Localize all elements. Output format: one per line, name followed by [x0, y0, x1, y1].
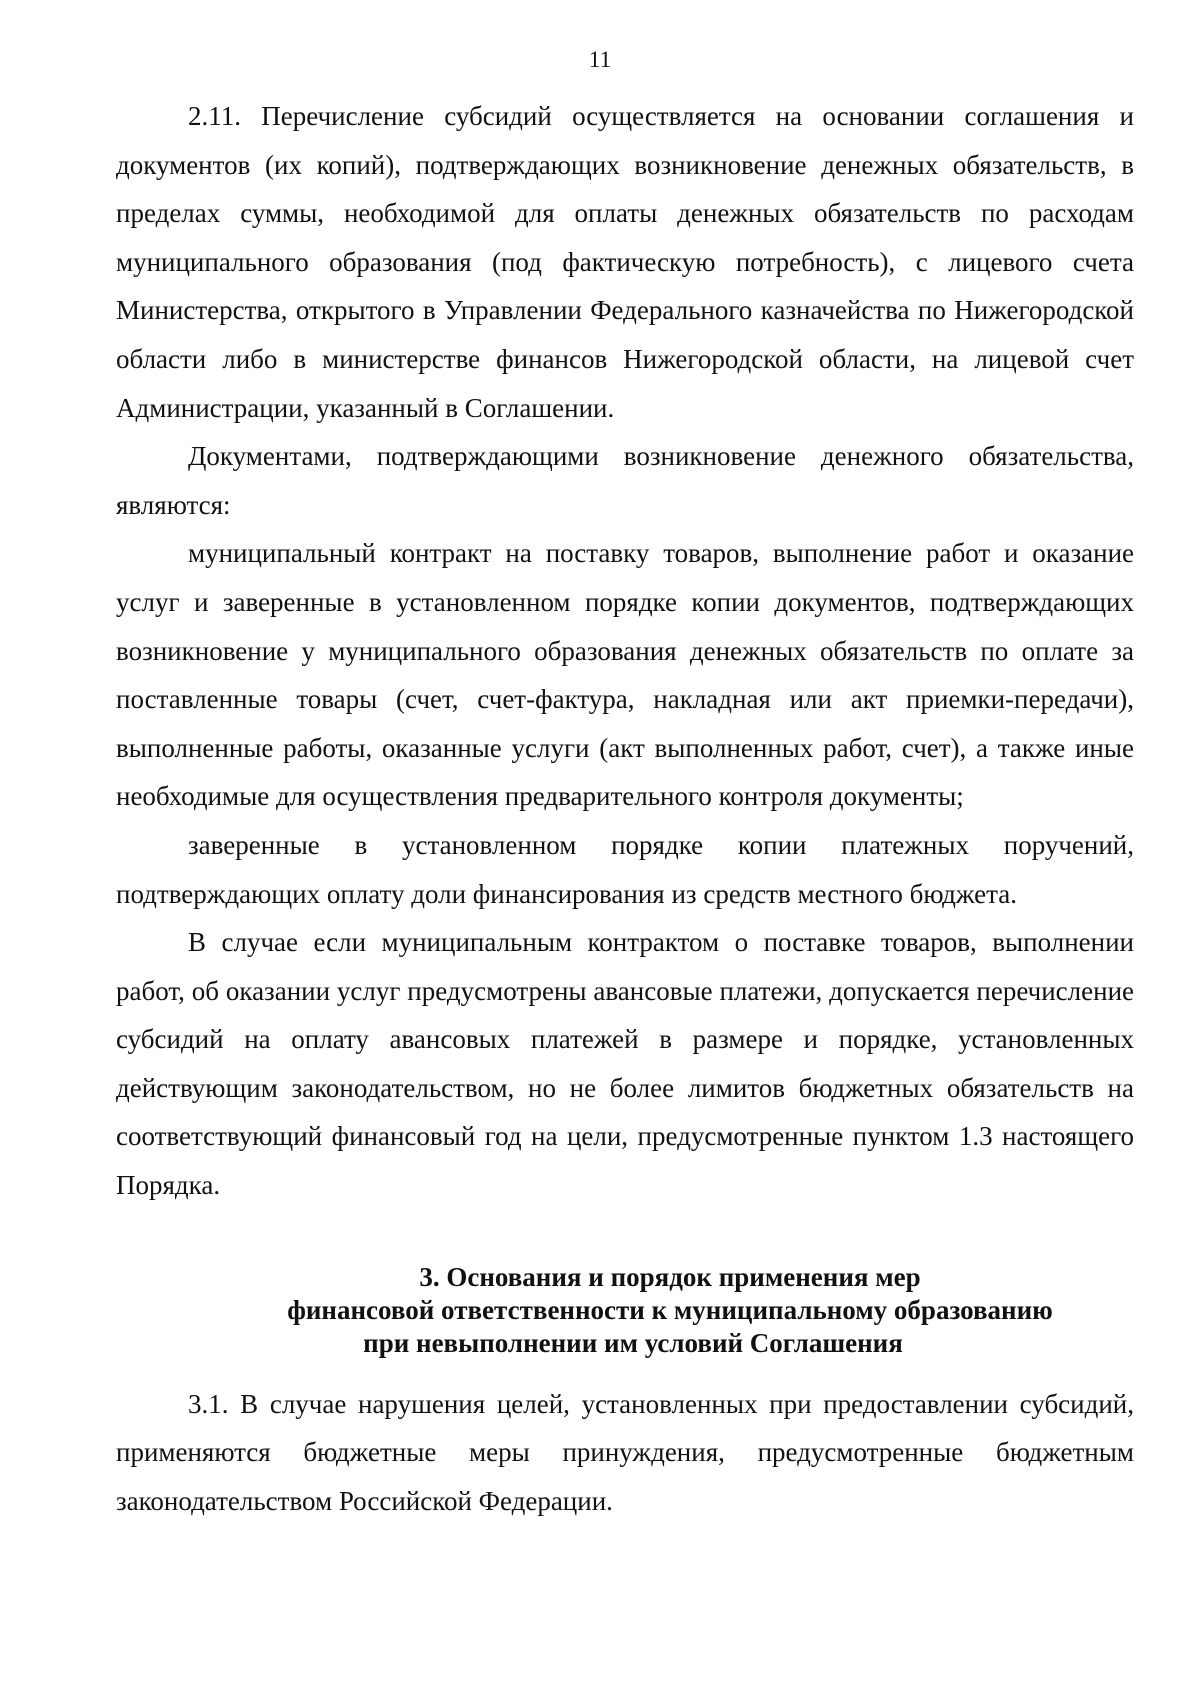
- paragraph-payment-orders: заверенные в установленном порядке копии платежных поручений, подтверждающих оплату доли финансирования из средств местного бюджета.: [116, 829, 1134, 909]
- paragraph-3-1: 3.1. В случае нарушения целей, установленных при предоставлении субсидий, применяются бюджетные меры принуждения, предусмотренные бюджетным законодательством Российской Федерации.: [116, 1388, 1134, 1516]
- document-body: [116, 92, 1134, 1525]
- section-3-heading-line-1: 3. Основания и порядок применения мер: [419, 1261, 921, 1292]
- paragraph-2-11: 2.11. Перечисление субсидий осуществляется на основании соглашения и документов (их копий), подтверждающих возникновение денежных обязательств, в пределах суммы, необходимой для оплаты денежных обязательств по расходам муниципального образования (под фактическую потребность), с лицевого счета Министерства, открытого в Управлении Федерального казначейства по Нижегородской области либо в министерстве финансов Нижегородской области, на лицевой счет Администрации, указанный в Соглашении.: [116, 101, 1134, 423]
- section-3-heading-line-3: при невыполнении им условий Соглашения: [363, 1327, 903, 1358]
- section-3-heading: [116, 1261, 1134, 1380]
- paragraph-documents-intro: Документами, подтверждающими возникновение денежного обязательства, являются:: [116, 441, 1134, 520]
- section-3-heading-line-2: финансовой ответственности к муниципальному образованию: [287, 1294, 1053, 1325]
- paragraph-advance-payments: В случае если муниципальным контрактом о поставке товаров, выполнении работ, об оказании услуг предусмотрены авансовые платежи, допускается перечисление субсидий на оплату авансовых платежей в размере и порядке, установленных действующим законодательством, но не более лимитов бюджетных обязательств на соответствующий финансовый год на цели, предусмотренные пунктом 1.3 настоящего Порядка.: [116, 927, 1134, 1201]
- page-number: 11: [588, 47, 612, 72]
- paragraph-municipal-contract: муниципальный контракт на поставку товаров, выполнение работ и оказание услуг и заверенные в установленном порядке копии документов, подтверждающих возникновение у муниципального образования денежных обязательств по оплате за поставленные товары (счет, счет-фактура, накладная или акт приемки-передачи), выполненные работы, оказанные услуги (акт выполненных работ, счет), а также иные необходимые для осуществления предварительного контроля документы;: [116, 538, 1134, 812]
